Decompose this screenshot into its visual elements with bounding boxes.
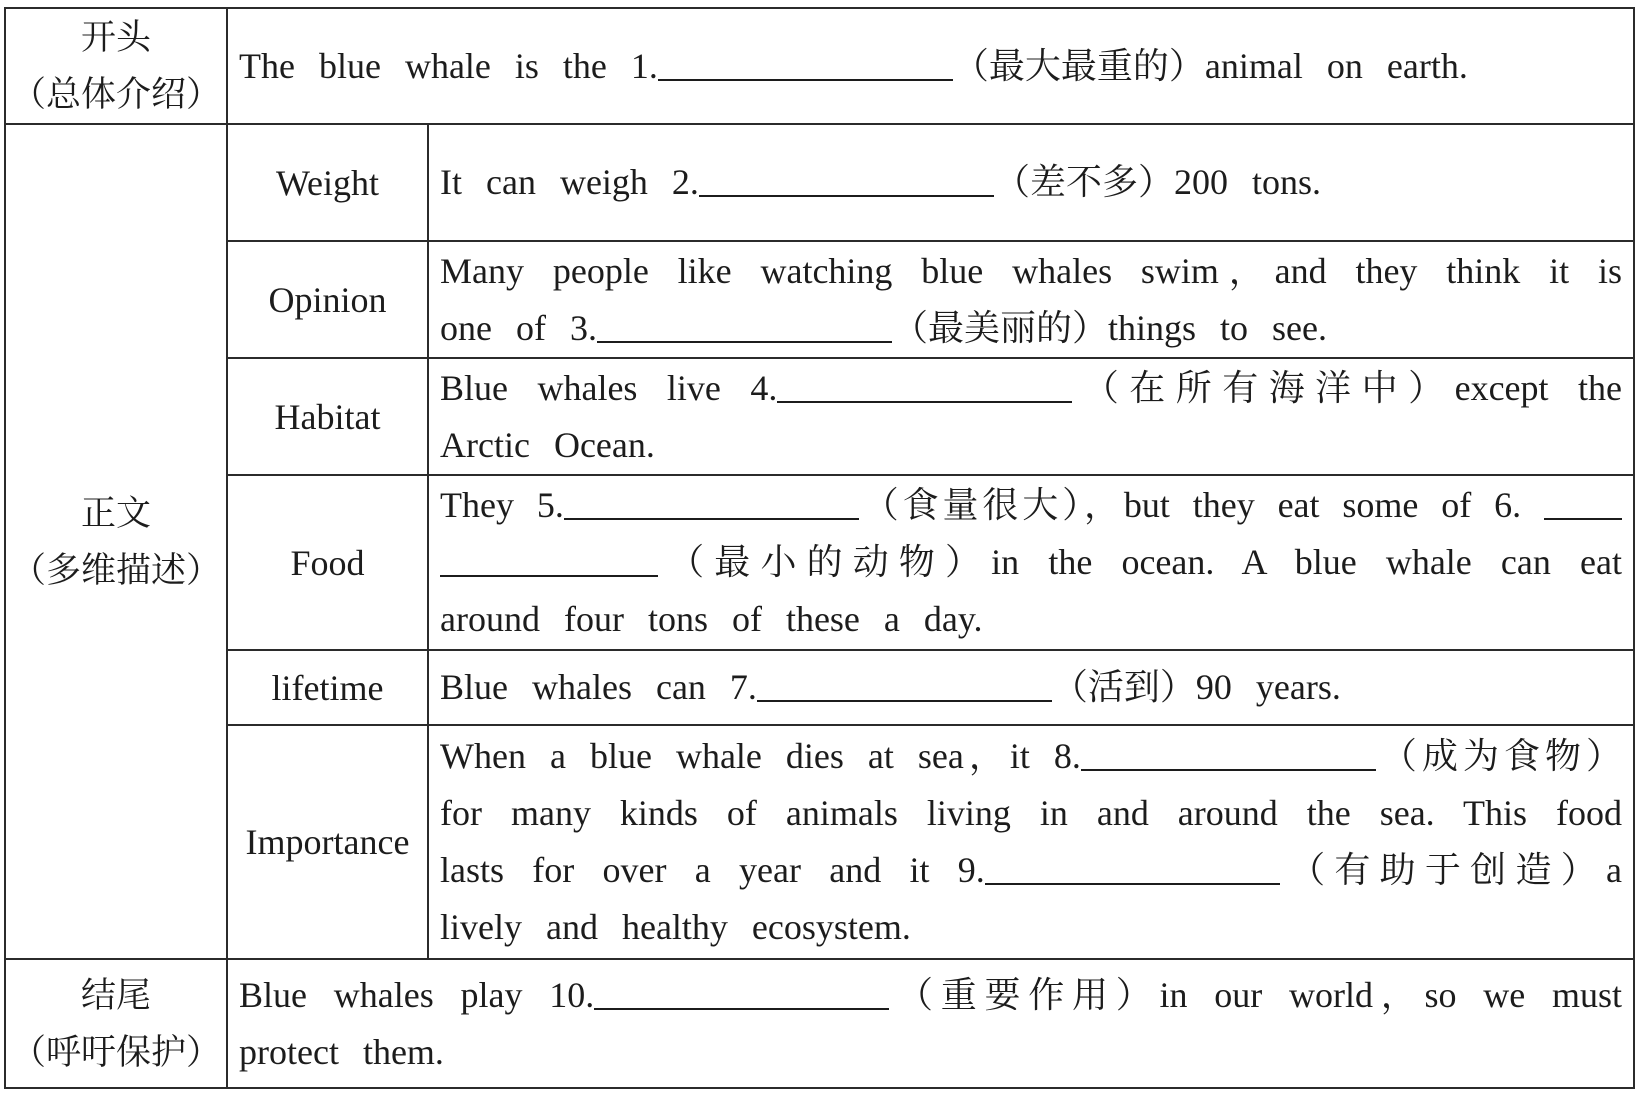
answer-blank: [658, 49, 953, 81]
answer-blank: [564, 488, 859, 520]
answer-blank: [777, 371, 1072, 403]
intro-label-cell: [6, 9, 228, 125]
text-segment: （成为食物）: [1375, 736, 1622, 776]
text-line: [440, 360, 1622, 417]
text-segment: Blue whales can 7.: [440, 667, 757, 707]
section-label: 结尾: [80, 975, 151, 1015]
text-segment: for many kinds of animals living in and around the sea. This food: [440, 793, 1622, 833]
answer-blank: [757, 670, 1052, 702]
text-line: [440, 534, 1622, 591]
text-line: [440, 842, 1622, 899]
aspect-label-opinion: Opinion: [228, 242, 429, 359]
text-segment: one of 3.: [440, 307, 597, 348]
section-sublabel: （呼吁保护）: [10, 1032, 221, 1072]
text-segment: Blue whales play 10.: [239, 974, 595, 1015]
text-line: [440, 899, 1622, 956]
body-label-cell: [6, 125, 228, 960]
section-sublabel: （多维描述）: [10, 550, 221, 590]
text-segment: （最大最重的）animal on earth.: [952, 45, 1468, 86]
text-line: [440, 659, 1622, 716]
text-line: [440, 591, 1622, 648]
answer-blank: [1081, 739, 1376, 771]
text-segment: （重要作用）in our world，so we must: [889, 974, 1622, 1015]
text-segment: protect them.: [239, 1031, 444, 1072]
text-segment: The blue whale is the 1.: [239, 45, 658, 86]
content-cell-habitat: [429, 359, 1635, 476]
ending-label-cell: [6, 960, 228, 1089]
text-line: [440, 154, 1622, 211]
section-sublabel: （总体介绍）: [10, 75, 221, 114]
text-segment: （有助于创造）a: [1279, 850, 1622, 890]
content-cell-importance: [429, 726, 1635, 960]
text-segment: （差不多）200 tons.: [993, 162, 1321, 202]
aspect-label-habitat: Habitat: [228, 359, 429, 476]
text-line: [440, 477, 1622, 534]
text-segment: （最美丽的）things to see.: [891, 307, 1327, 348]
text-segment: lively and healthy ecosystem.: [440, 907, 911, 947]
text-segment: They 5.: [440, 485, 564, 525]
intro-content-cell: [228, 9, 1635, 125]
text-segment: Blue whales live 4.: [440, 367, 778, 408]
section-label: 开头: [80, 18, 151, 57]
text-line: [440, 785, 1622, 842]
text-segment: It can weigh 2.: [440, 162, 699, 202]
aspect-label-importance: Importance: [228, 726, 429, 960]
answer-blank: [594, 978, 889, 1010]
text-line: [440, 728, 1622, 785]
answer-blank: [699, 165, 994, 197]
text-line: [239, 1024, 1622, 1081]
aspect-label-food: Food: [228, 476, 429, 651]
text-line: [239, 967, 1622, 1024]
text-segment: （活到）90 years.: [1051, 667, 1341, 707]
text-segment: Many people like watching blue whales swim，and they think it is: [440, 250, 1622, 291]
worksheet-table: [4, 7, 1635, 1089]
ending-content-cell: [228, 960, 1635, 1089]
text-line: [440, 300, 1622, 357]
text-segment: （最小的动物）in the ocean. A blue whale can eat: [658, 542, 1622, 582]
section-label: 正文: [80, 493, 151, 533]
content-cell-weight: [429, 125, 1635, 242]
text-segment: lasts for over a year and it 9.: [440, 850, 985, 890]
aspect-label-weight: Weight: [228, 125, 429, 242]
text-segment: around four tons of these a day.: [440, 599, 983, 639]
content-cell-opinion: [429, 242, 1635, 359]
content-cell-food: [429, 476, 1635, 651]
text-segment: Arctic Ocean.: [440, 424, 655, 465]
text-line: [440, 243, 1622, 300]
text-segment: When a blue whale dies at sea，it 8.: [440, 736, 1081, 776]
content-cell-lifetime: [429, 651, 1635, 726]
answer-blank: [440, 545, 658, 577]
answer-blank: [1544, 488, 1622, 520]
text-segment: （在所有海洋中）except the: [1072, 367, 1622, 408]
aspect-label-lifetime: lifetime: [228, 651, 429, 726]
answer-blank: [985, 853, 1280, 885]
text-line: [239, 38, 1622, 95]
answer-blank: [597, 311, 892, 343]
text-segment: （食量很大），but they eat some of 6.: [858, 485, 1544, 525]
text-line: [440, 417, 1622, 474]
